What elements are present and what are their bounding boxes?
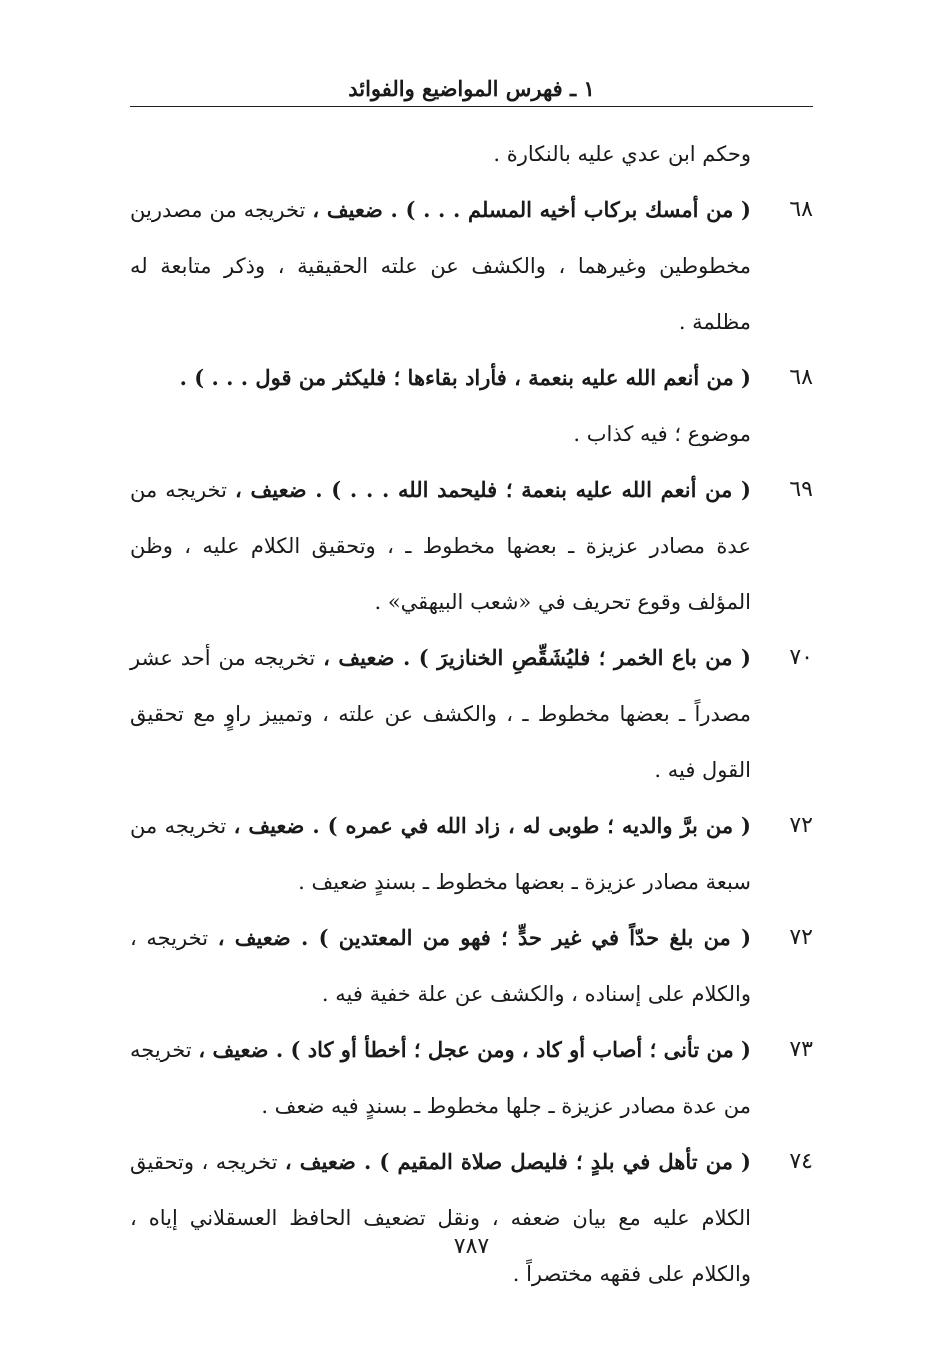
entry-description: تخريجه من مصدرين مخطوطين وغيرهما ، والكشف عن علته الحقيقية ، وذكر متابعة له مظلمة .: [130, 198, 751, 334]
index-entry: [130, 1022, 813, 1134]
entry-page-number: ٧٣: [789, 1037, 813, 1062]
hadith-title: ( من تأهل في بلدٍ ؛ فليصل صلاة المقيم ) . ضعيف ،: [284, 1149, 751, 1174]
entry-text: [130, 798, 751, 910]
entry-text: [130, 630, 751, 798]
entry-description: تخريجه ، وتحقيق الكلام عليه مع بيان ضعفه ، ونقل تضعيف الحافظ العسقلاني إياه ، والكلام على فقهه مختصراً .: [130, 1150, 751, 1286]
entry-description: تخريجه ، والكلام على إسناده ، والكشف عن علة خفية فيه .: [130, 926, 751, 1006]
entry-text: [130, 910, 751, 1022]
header-rule: [130, 106, 813, 107]
entry-description: تخريجه من أحد عشر مصدراً ـ بعضها مخطوط ـ ، والكشف عن علته ، وتمييز راوٍ مع تحقيق القول فيه .: [130, 646, 751, 782]
index-entry: [130, 1134, 813, 1302]
hadith-title: ( من تأنى ؛ أصاب أو كاد ، ومن عجل ؛ أخطأ أو كاد ) . ضعيف ،: [198, 1037, 751, 1062]
index-entry: [130, 630, 813, 798]
entry-text: [130, 462, 751, 630]
entry-text: [130, 1022, 751, 1134]
index-entry: [130, 462, 813, 630]
header-title: ١ ـ فهرس المواضيع والفوائد: [348, 76, 595, 101]
hadith-title: ( من باع الخمر ؛ فليُشَقِّصِ الخنازيرَ ) . ضعيف ،: [323, 645, 751, 670]
index-body: [130, 126, 813, 1302]
index-entry: [130, 182, 813, 350]
entry-description: موضوع ؛ فيه كذاب .: [573, 422, 751, 446]
entry-text: [130, 350, 751, 462]
entry-page-number: ٧٤: [789, 1149, 813, 1174]
hadith-title: ( من بلغ حدّاً في غير حدٍّ ؛ فهو من المعتدين ) . ضعيف ،: [217, 925, 751, 950]
entry-page-number: ٦٨: [789, 197, 813, 222]
entry-description: تخريجه من سبعة مصادر عزيزة ـ بعضها مخطوط ـ بسندٍ ضعيف .: [130, 814, 751, 894]
index-entry: [130, 910, 813, 1022]
entry-page-number: ٦٨: [789, 365, 813, 390]
entry-page-number: ٧٢: [789, 813, 813, 838]
hadith-title: ( من برَّ والديه ؛ طوبى له ، زاد الله في عمره ) . ضعيف ،: [233, 813, 751, 838]
hadith-title: ( من أنعم الله عليه بنعمة ؛ فليحمد الله . . . ) . ضعيف ،: [235, 477, 751, 502]
entry-page-number: ٧٠: [789, 645, 813, 670]
entry-text: [130, 182, 751, 350]
index-entry: [130, 798, 813, 910]
entry-page-number: ٦٩: [789, 477, 813, 502]
entry-description: تخريجه من عدة مصادر عزيزة ـ جلها مخطوط ـ بسندٍ فيه ضعف .: [130, 1038, 751, 1118]
entry-description: تخريجه من عدة مصادر عزيزة ـ بعضها مخطوط ـ ، وتحقيق الكلام عليه ، وظن المؤلف وقوع تحريف في «شعب البيهقي» .: [130, 478, 751, 614]
entry-page-number: ٧٢: [789, 925, 813, 950]
page-number: ٧٨٧: [453, 1234, 490, 1259]
continuation-text: وحكم ابن عدي عليه بالنكارة .: [493, 142, 751, 166]
hadith-title: ( من أنعم الله عليه بنعمة ، فأراد بقاءها ؛ فليكثر من قول . . . ) .: [179, 365, 751, 390]
entry-text: [130, 1134, 751, 1302]
continuation-entry: [130, 126, 813, 182]
index-entry: [130, 350, 813, 462]
hadith-title: ( من أمسك بركاب أخيه المسلم . . . ) . ضعيف ،: [312, 197, 751, 222]
running-header: [130, 62, 813, 108]
